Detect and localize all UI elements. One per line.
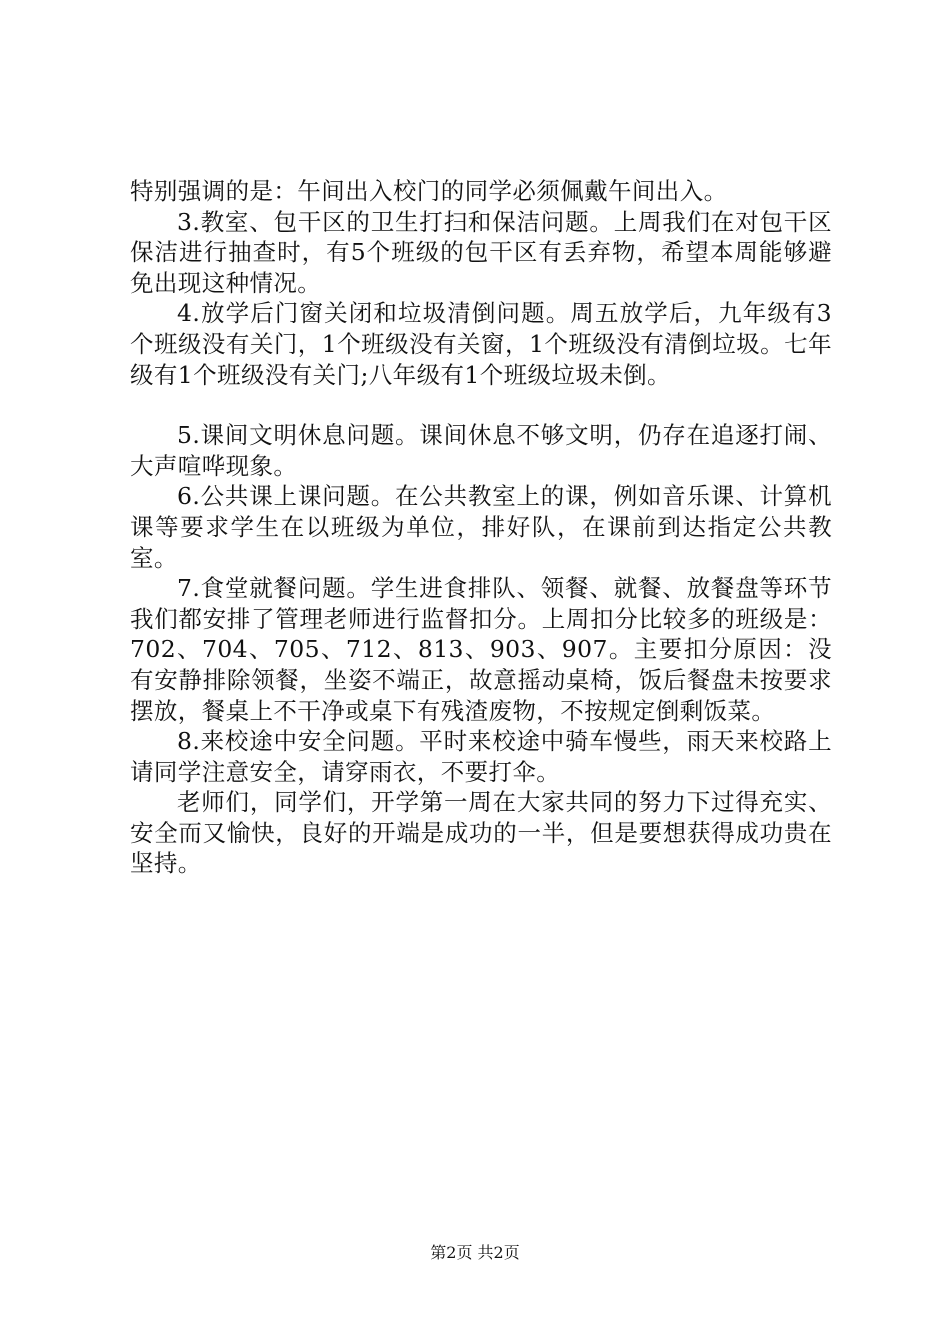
page-footer [0,1243,950,1263]
paragraph-item-4: 4.放学后门窗关闭和垃圾清倒问题。周五放学后，九年级有3个班级没有关门，1个班级没有关窗，1个班级没有清倒垃圾。七年级有1个班级没有关门;八年级有1个班级垃圾未倒。 [130,299,832,389]
document-body [130,176,832,879]
paragraph-spacer [130,390,832,420]
paragraph-continuation: 特别强调的是：午间出入校门的同学必须佩戴午间出入。 [130,177,728,205]
paragraph-item-8: 8.来校途中安全问题。平时来校途中骑车慢些，雨天来校路上请同学注意安全，请穿雨衣，不要打伞。 [130,727,832,786]
paragraph-item-3: 3.教室、包干区的卫生打扫和保洁问题。上周我们在对包干区保洁进行抽查时，有5个班级的包干区有丢弃物，希望本周能够避免出现这种情况。 [130,207,832,297]
paragraph-item-5: 5.课间文明休息问题。课间休息不够文明，仍存在追逐打闹、大声喧哗现象。 [130,421,832,480]
paragraph-item-7: 7.食堂就餐问题。学生进食排队、领餐、就餐、放餐盘等环节我们都安排了管理老师进行监督扣分。上周扣分比较多的班级是：702、704、705、712、813、903、907。主要扣分原因：没有安静排除领餐，坐姿不端正，故意摇动桌椅，饭后餐盘未按要求摆放，餐桌上不干净或桌下有残渣废物，不按规定倒剩饭菜。 [130,574,832,725]
page-number-label: 第2页 共2页 [430,1243,520,1262]
paragraph-item-6: 6.公共课上课问题。在公共教室上的课，例如音乐课、计算机课等要求学生在以班级为单位，排好队，在课前到达指定公共教室。 [130,482,832,572]
paragraph-closing: 老师们，同学们，开学第一周在大家共同的努力下过得充实、安全而又愉快，良好的开端是成功的一半，但是要想获得成功贵在坚持。 [130,788,832,878]
